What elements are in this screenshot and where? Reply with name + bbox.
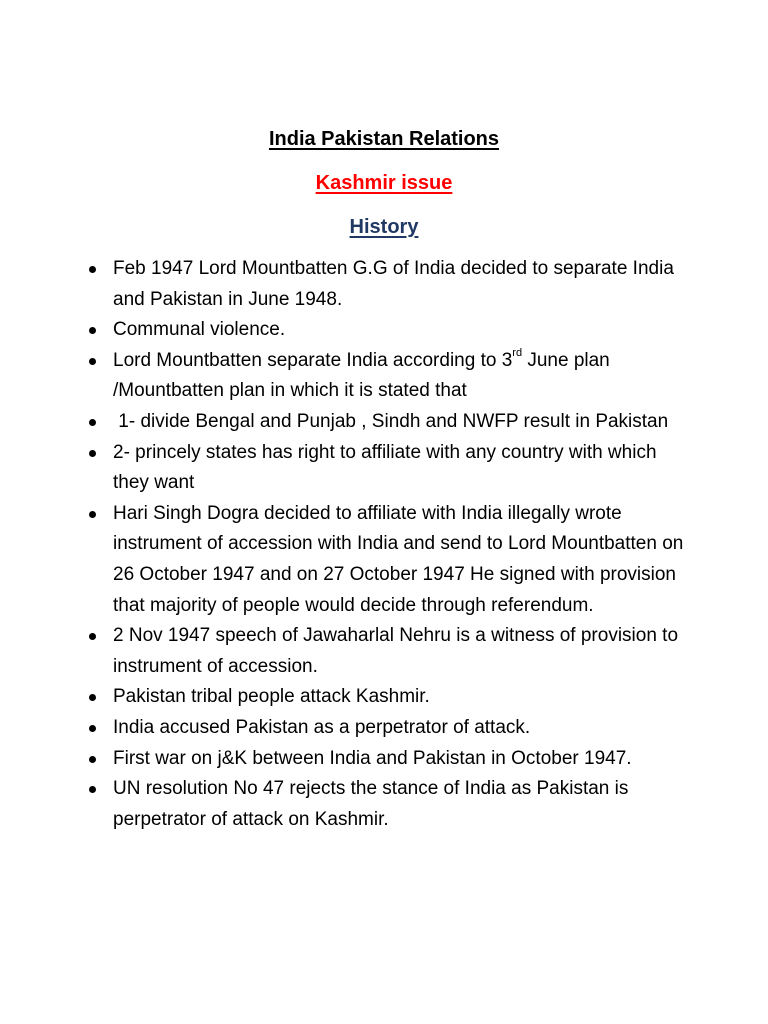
superscript: rd bbox=[512, 347, 523, 360]
list-item bbox=[86, 315, 686, 346]
bullet-icon bbox=[89, 450, 96, 457]
list-item-text: Communal violence. bbox=[113, 319, 286, 341]
section-heading: History bbox=[349, 216, 419, 238]
list-item bbox=[86, 621, 686, 682]
bullet-icon bbox=[89, 266, 96, 273]
list-item bbox=[86, 713, 686, 744]
bullet-icon bbox=[89, 756, 96, 763]
bullet-icon bbox=[89, 327, 96, 334]
list-item-text: Feb 1947 Lord Mountbatten G.G of India decided to separate India and Pakistan in June 1948. bbox=[113, 258, 674, 310]
list-item bbox=[86, 346, 686, 407]
heading-block bbox=[0, 124, 768, 242]
list-item bbox=[86, 407, 686, 438]
list-item bbox=[86, 682, 686, 713]
list-item bbox=[86, 438, 686, 499]
list-item-text: Lord Mountbatten separate India according to 3 bbox=[113, 349, 513, 371]
bullet-icon bbox=[89, 633, 96, 640]
bullet-icon bbox=[89, 694, 96, 701]
list-item bbox=[86, 774, 686, 835]
list-item-text: India accused Pakistan as a perpetrator of attack. bbox=[113, 716, 531, 738]
list-item-text: 2- princely states has right to affiliate with any country with which they want bbox=[113, 441, 657, 494]
document-title: India Pakistan Relations bbox=[268, 128, 500, 150]
list-item bbox=[86, 254, 686, 315]
document-subtitle: Kashmir issue bbox=[315, 172, 453, 194]
bullet-icon bbox=[89, 786, 96, 793]
list-item-text: First war on j&K between India and Pakistan in October 1947. bbox=[113, 747, 632, 769]
list-item bbox=[86, 499, 686, 621]
list-item bbox=[86, 744, 686, 775]
bullet-icon bbox=[89, 511, 96, 518]
list-item-text: 2 Nov 1947 speech of Jawaharlal Nehru is a witness of provision to instrument of accession. bbox=[113, 625, 679, 677]
list-item-text: Hari Singh Dogra decided to affiliate with India illegally wrote instrument of accession with India and send to Lord Mountbatten on 26 October 1947 and on 27 October 1947 He signed with provision that majority of people would decide through referendum. bbox=[113, 502, 684, 616]
bullet-list bbox=[86, 254, 686, 835]
bullet-icon bbox=[89, 725, 96, 732]
bullet-icon bbox=[89, 419, 96, 426]
bullet-icon bbox=[89, 358, 96, 365]
list-item-text: June plan /Mountbatten plan in which it is stated that bbox=[113, 349, 610, 402]
list-item-text: Pakistan tribal people attack Kashmir. bbox=[113, 686, 430, 708]
list-item-text: 1- divide Bengal and Punjab , Sindh and NWFP result in Pakistan bbox=[113, 410, 669, 432]
list-item-text: UN resolution No 47 rejects the stance of India as Pakistan is perpetrator of attack on Kashmir. bbox=[113, 778, 629, 830]
